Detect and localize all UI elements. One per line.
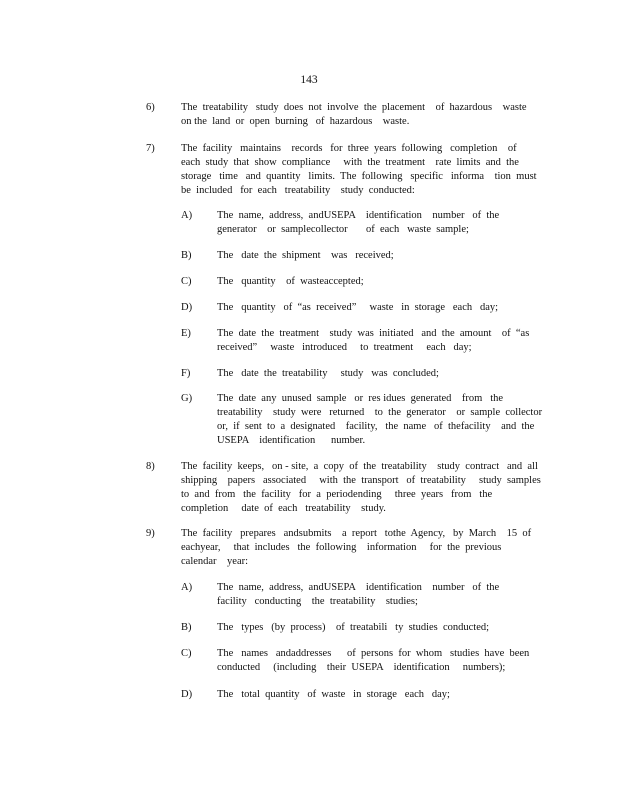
text-line: received” waste introduced to treatment each day; xyxy=(217,342,472,353)
sub-item-text xyxy=(217,327,547,355)
sub-item-text xyxy=(217,367,547,381)
item-text xyxy=(181,527,546,569)
sub-item-text xyxy=(217,392,547,448)
text-line: treatability study were returned to the generator or sample collector xyxy=(217,407,543,418)
text-line: The total quantity of waste in storage each day; xyxy=(217,689,450,700)
text-line: or, if sent to a designated facility, the name of thefacility and the xyxy=(217,421,535,432)
sub-item-text xyxy=(217,647,547,675)
text-line: facility conducting the treatability studies; xyxy=(217,596,418,607)
item-text xyxy=(181,142,546,198)
sub-item-label: A) xyxy=(181,210,193,221)
text-line: The quantity of “as received” waste in storage each day; xyxy=(217,302,499,313)
text-line: to and from the facility for a periodending three years from the xyxy=(181,489,493,500)
text-line: The quantity of wasteaccepted; xyxy=(217,276,364,287)
sub-item-text xyxy=(217,275,547,289)
text-line: The treatability study does not involve the placement of hazardous waste xyxy=(181,102,527,113)
sub-item-label: C) xyxy=(181,276,192,287)
sub-item-label: B) xyxy=(181,250,192,261)
text-line: conducted (including their USEPA identification numbers); xyxy=(217,662,506,673)
text-line: The facility prepares andsubmits a report tothe Agency, by March 15 of xyxy=(181,528,532,539)
sub-item-text xyxy=(217,301,547,315)
text-line: The date any unused sample or res idues generated from the xyxy=(217,393,504,404)
text-line: The facility maintains records for three years following completion of xyxy=(181,143,517,154)
sub-item-label: D) xyxy=(181,689,193,700)
text-line: The facility keeps, on - site, a copy of the treatability study contract and all xyxy=(181,461,538,472)
item-label: 8) xyxy=(146,461,155,472)
sub-item-text xyxy=(217,581,547,609)
item-label: 7) xyxy=(146,143,155,154)
text-line: be included for each treatability study conducted: xyxy=(181,185,415,196)
item-text xyxy=(181,460,546,516)
text-line: The types (by process) of treatabili ty studies conducted; xyxy=(217,622,490,633)
sub-item-label: D) xyxy=(181,302,193,313)
text-line: on the land or open burning of hazardous waste. xyxy=(181,116,410,127)
text-line: The date the shipment was received; xyxy=(217,250,394,261)
item-label: 6) xyxy=(146,102,155,113)
sub-item-label: F) xyxy=(181,368,191,379)
page-number: 143 xyxy=(300,74,318,86)
sub-item-text xyxy=(217,249,547,263)
text-line: The names andaddresses of persons for whom studies have been xyxy=(217,648,530,659)
sub-item-label: C) xyxy=(181,648,192,659)
item-label: 9) xyxy=(146,528,155,539)
text-line: completion date of each treatability study. xyxy=(181,503,386,514)
text-line: calendar year: xyxy=(181,556,249,567)
text-line: shipping papers associated with the transport of treatability study samples xyxy=(181,475,541,486)
text-line: The name, address, andUSEPA identification number of the xyxy=(217,582,500,593)
text-line: eachyear, that includes the following information for the previous xyxy=(181,542,502,553)
text-line: each study that show compliance with the treatment rate limits and the xyxy=(181,157,519,168)
sub-item-label: G) xyxy=(181,393,193,404)
text-line: The date the treatability study was concluded; xyxy=(217,368,439,379)
text-line: storage time and quantity limits. The following specific informa tion must xyxy=(181,171,537,182)
sub-item-label: E) xyxy=(181,328,191,339)
text-line: generator or samplecollector of each waste sample; xyxy=(217,224,469,235)
text-line: USEPA identification number. xyxy=(217,435,366,446)
sub-item-label: B) xyxy=(181,622,192,633)
sub-item-label: A) xyxy=(181,582,193,593)
sub-item-text xyxy=(217,688,547,702)
text-line: The date the treatment study was initiated and the amount of “as xyxy=(217,328,530,339)
sub-item-text xyxy=(217,209,547,237)
sub-item-text xyxy=(217,621,547,635)
text-line: The name, address, andUSEPA identification number of the xyxy=(217,210,500,221)
item-text xyxy=(181,101,546,129)
